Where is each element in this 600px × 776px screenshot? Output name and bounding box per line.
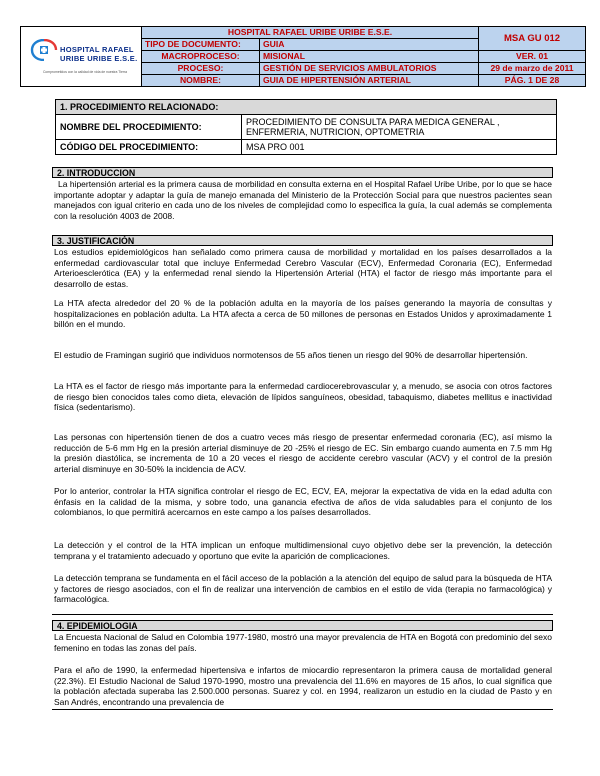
procedure-name-value: PROCEDIMIENTO DE CONSULTA PARA MEDICA GENERAL , ENFERMERIA, NUTRICION, OPTOMETRIA: [242, 115, 557, 140]
document-version: VER. 01: [479, 51, 586, 63]
hospital-title: HOSPITAL RAFAEL URIBE URIBE E.S.E.: [142, 27, 479, 39]
justification-heading: 3. JUSTIFICACIÓN: [52, 235, 553, 246]
justification-paragraph: Los estudios epidemiológicos han señalado como primera causa de morbilidad y mortalidad en los países desarrollados a la enfermedad cardiovascular total que incluye Enfermedad Cerebro Vascular (ECV), Enfermedad Coronaria (EC), Enfermedad Arterioesclerótica (EA) y la enfermedad renal siendo la Hipertensión Arterial (HTA) el factor de riesgo más importante para el desarrollo de estas.: [54, 247, 552, 289]
epidemiology-paragraph: La Encuesta Nacional de Salud en Colombia 1977-1980, mostró una mayor prevalencia de HTA en Bogotá con predominio del sexo femenino en todas las zonas del país.: [54, 632, 552, 653]
page-number: PÁG. 1 DE 28: [479, 75, 586, 87]
document-date: 29 de marzo de 2011: [479, 63, 586, 75]
header-value-name: GUIA DE HIPERTENSIÓN ARTERIAL: [260, 75, 479, 87]
header-label-name: NOMBRE:: [142, 75, 260, 87]
header-value-macroprocess: MISIONAL: [260, 51, 479, 63]
document-header: [20, 26, 586, 87]
justification-paragraph: La detección temprana se fundamenta en el fácil acceso de la población a la atención del equipo de salud para la búsqueda de HTA y factores de riesgo asociados, con el fin de realizar una intervención de cambios en el estilo de vida (terapia no farmacológica) y farmacológica.: [54, 573, 552, 605]
header-value-doc-type: GUIA: [260, 39, 479, 51]
header-label-macroprocess: MACROPROCESO:: [142, 51, 260, 63]
procedure-code-label: CÓDIGO DEL PROCEDIMIENTO:: [56, 140, 242, 155]
procedure-name-label: NOMBRE DEL PROCEDIMIENTO:: [56, 115, 242, 140]
introduction-text: La hipertensión arterial es la primera causa de morbilidad en consulta externa en el Hospital Rafael Uribe Uribe, por lo que se hace importante adoptar y adaptar la guía de manejo emanada del Ministerio de la Protección Social para que nuestros pacientes sean manejados con igual criterio en cada uno de los niveles de complejidad como lo especifica la guía, la cual además se complementa con la resolución 4003 de 2008.: [54, 179, 552, 221]
procedure-table: [55, 99, 557, 155]
header-label-doc-type: TIPO DE DOCUMENTO:: [142, 39, 260, 51]
hospital-logo-icon: [30, 39, 58, 61]
epidemiology-heading: 4. EPIDEMIOLOGIA: [52, 620, 553, 631]
justification-paragraph: Por lo anterior, controlar la HTA significa controlar el riesgo de EC, ECV, EA, mejorar la expectativa de vida en la edad adulta con énfasis en la calidad de la misma, y sobre todo, una ganancia efectiva de años de vida saludables para el conjunto de los colombianos, lo que permitirá acercarnos en este campo a los países desarrollados.: [54, 486, 552, 518]
logo-name-line1: HOSPITAL RAFAEL: [60, 45, 134, 54]
header-value-process: GESTIÓN DE SERVICIOS AMBULATORIOS: [260, 63, 479, 75]
hospital-logo-cell: [21, 27, 142, 87]
logo-name-line2: URIBE URIBE E.S.E.: [60, 54, 138, 63]
justification-paragraph: La HTA es el factor de riesgo más importante para la enfermedad cardiocerebrovascular y, a menudo, se asocia con otros factores de riesgo bien conocidos tales como dieta, elevación de lípidos sanguíneos, obesidad, tabaquismo, diabetes mellitus e inactividad física (sedentarismo).: [54, 381, 552, 413]
header-label-process: PROCESO:: [142, 63, 260, 75]
epidemiology-paragraph: Para el año de 1990, la enfermedad hipertensiva e infartos de miocardio representaron la primera causa de mortalidad general (22.3%). El Estudio Nacional de Salud 1970-1990, mostro una prevalencia del 11.6% en mayores de 15 años, lo cual significa que la población afectada superaba las 2.500.000 personas. Suarez y col. en 1994, realizaron un estudio en la ciudad de Pasto y en San Andrés, encontrando una prevalencia de: [54, 665, 552, 707]
logo-tagline: Comprometidos con la calidad de vida de nuestra Tierra: [42, 70, 128, 74]
section-divider: [52, 614, 553, 615]
document-code: MSA GU 012: [479, 27, 586, 51]
page-bottom-rule: [52, 709, 553, 710]
justification-paragraph: Las personas con hipertensión tienen de dos a cuatro veces más riesgo de presentar enfermedad coronaria (EC), así mismo la reducción de 5-6 mm Hg en la presión arterial disminuye de 20 -25% el riesgo de EC. Sin embargo cuando aumenta en 7.5 mm Hg la presión diastólica, se incrementa de 10 a 20 veces el riesgo de accidente cerebro vascular (ACV) y el control de la presión arterial disminuye en 30-50% la incidencia de ACV.: [54, 432, 552, 474]
justification-paragraph: El estudio de Framingan sugirió que individuos normotensos de 55 años tienen un riesgo del 90% de desarrollar hipertensión.: [54, 350, 528, 360]
introduction-heading: 2. INTRODUCCION: [52, 167, 553, 178]
procedure-section-title: 1. PROCEDIMIENTO RELACIONADO:: [56, 100, 557, 115]
procedure-code-value: MSA PRO 001: [242, 140, 557, 155]
justification-paragraph: La detección y el control de la HTA implican un enfoque multidimensional cuyo objetivo debe ser la prevención, la detección temprana y el tratamiento adecuado y oportuno que evite la aparición de complicaciones.: [54, 540, 552, 561]
justification-paragraph: La HTA afecta alrededor del 20 % de la población adulta en la mayoría de los países generando la mayoría de consultas y hospitalizaciones en población adulta. La HTA afecta a cerca de 50 millones de personas en Estados Unidos y aproximadamente 1 billón en el mundo.: [54, 298, 552, 330]
